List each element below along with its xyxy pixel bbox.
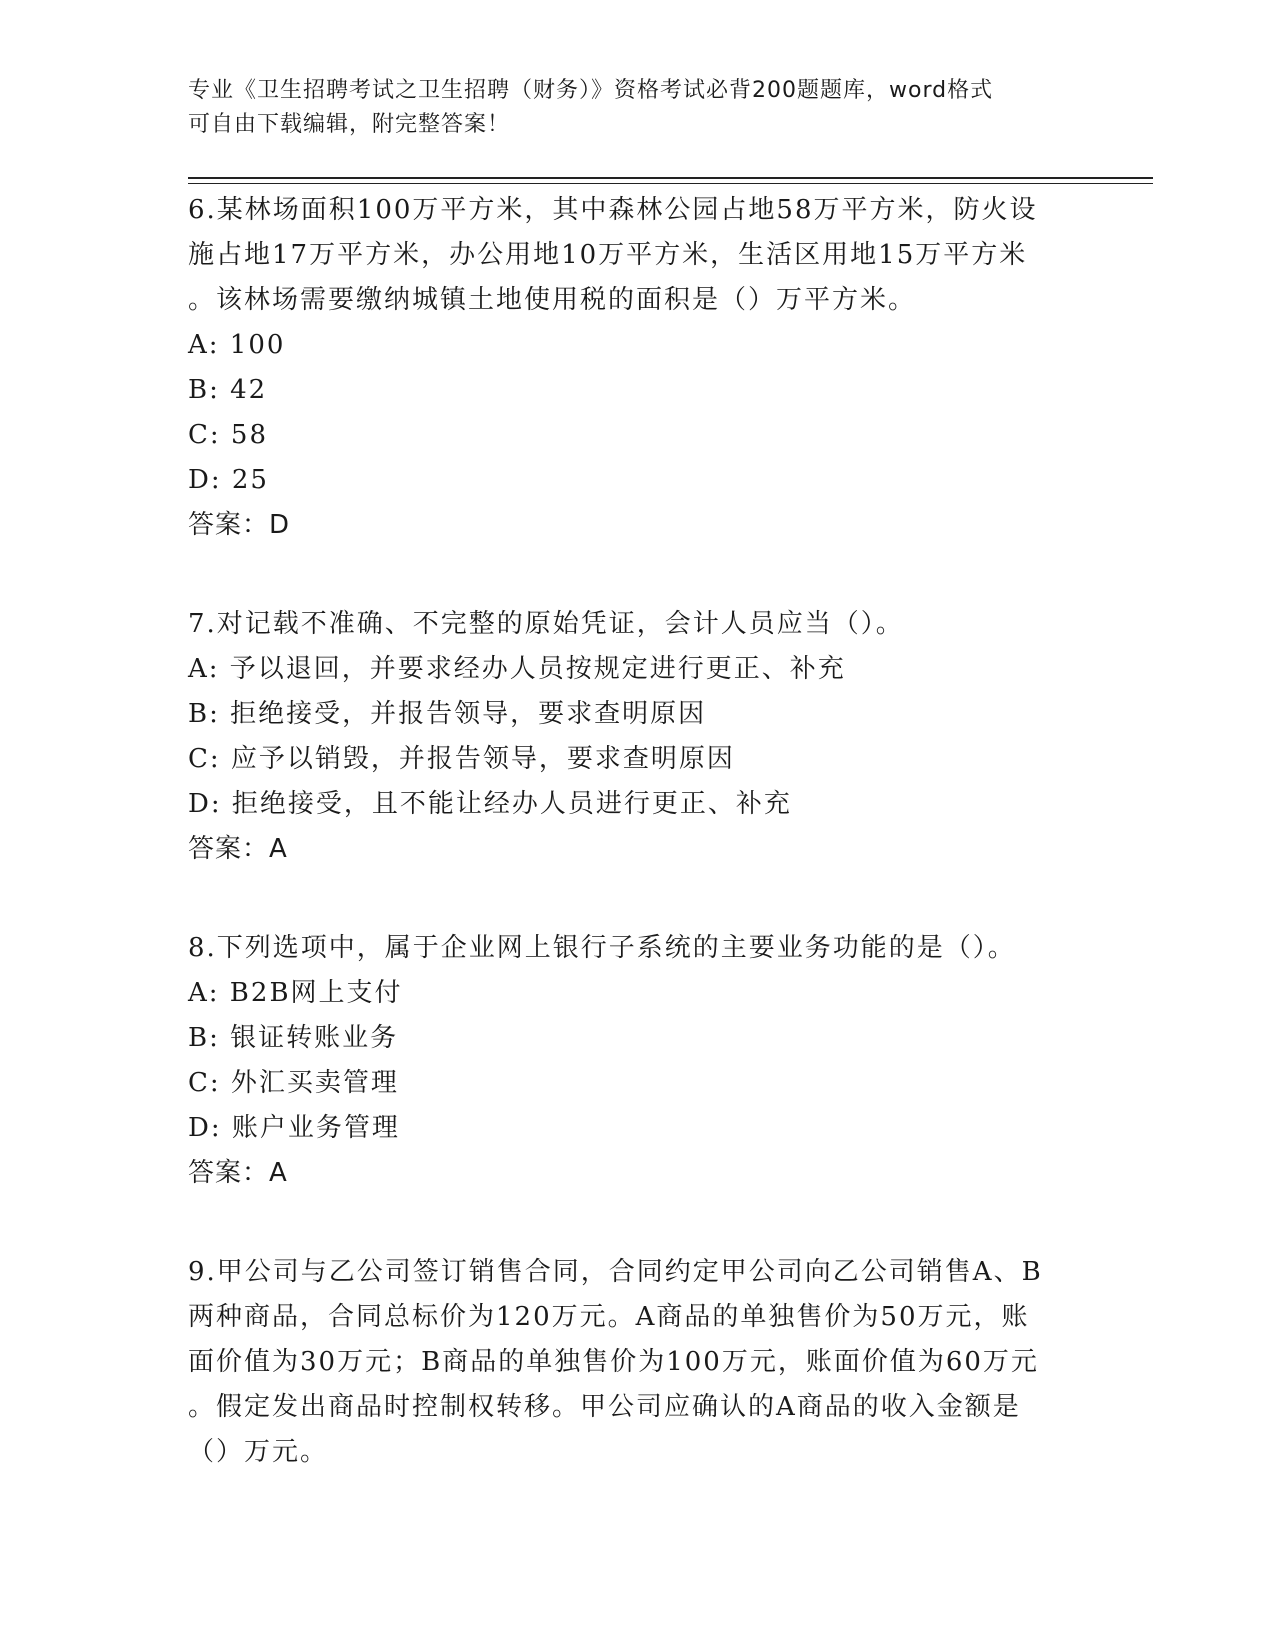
option-b: B: 拒绝接受，并报告领导，要求查明原因 <box>188 699 707 729</box>
question-9 <box>188 1250 1088 1475</box>
question-stem-line: 。假定发出商品时控制权转移。甲公司应确认的A商品的收入金额是 <box>188 1392 1021 1422</box>
option-b: B: 42 <box>188 375 268 405</box>
question-stem-line: （）万元。 <box>188 1437 329 1467</box>
option-a: A: 予以退回，并要求经办人员按规定进行更正、补充 <box>188 654 846 684</box>
option-c: C: 58 <box>188 420 269 450</box>
option-a: A: 100 <box>188 330 286 360</box>
option-a: A: B2B网上支付 <box>188 978 403 1008</box>
header-line-2: 可自由下载编辑，附完整答案！ <box>188 112 511 137</box>
question-stem-line: 。该林场需要缴纳城镇土地使用税的面积是（）万平方米。 <box>188 285 917 315</box>
question-6 <box>188 188 1088 548</box>
document-header <box>188 74 1068 142</box>
option-d: D: 拒绝接受，且不能让经办人员进行更正、补充 <box>188 789 792 819</box>
option-c: C: 外汇买卖管理 <box>188 1068 399 1098</box>
question-stem-line: 6.某林场面积100万平方米，其中森林公园占地58万平方米，防火设 <box>188 195 1038 225</box>
question-8 <box>188 926 1088 1196</box>
option-d: D: 25 <box>188 465 269 495</box>
option-d: D: 账户业务管理 <box>188 1113 400 1143</box>
question-stem-line: 面价值为30万元；B商品的单独售价为100万元，账面价值为60万元 <box>188 1347 1039 1377</box>
answer-line: 答案：A <box>188 834 288 864</box>
answer-line: 答案：D <box>188 510 291 540</box>
header-line-1: 专业《卫生招聘考试之卫生招聘（财务）》资格考试必背200题题库，word格式 <box>188 78 994 103</box>
option-c: C: 应予以销毁，并报告领导，要求查明原因 <box>188 744 735 774</box>
question-stem-line: 两种商品，合同总标价为120万元。A商品的单独售价为50万元，账 <box>188 1302 1030 1332</box>
question-list <box>188 188 1088 1529</box>
answer-line: 答案：A <box>188 1158 288 1188</box>
question-stem-line: 8.下列选项中，属于企业网上银行子系统的主要业务功能的是（）。 <box>188 933 1016 963</box>
question-stem-line: 9.甲公司与乙公司签订销售合同，合同约定甲公司向乙公司销售A、B <box>188 1257 1043 1287</box>
header-divider-thin <box>188 183 1153 184</box>
option-b: B: 银证转账业务 <box>188 1023 399 1053</box>
question-stem-line: 7.对记载不准确、不完整的原始凭证，会计人员应当（）。 <box>188 609 904 639</box>
header-divider-thick <box>188 177 1153 179</box>
question-stem-line: 施占地17万平方米，办公用地10万平方米，生活区用地15万平方米 <box>188 240 1028 270</box>
question-7 <box>188 602 1088 872</box>
